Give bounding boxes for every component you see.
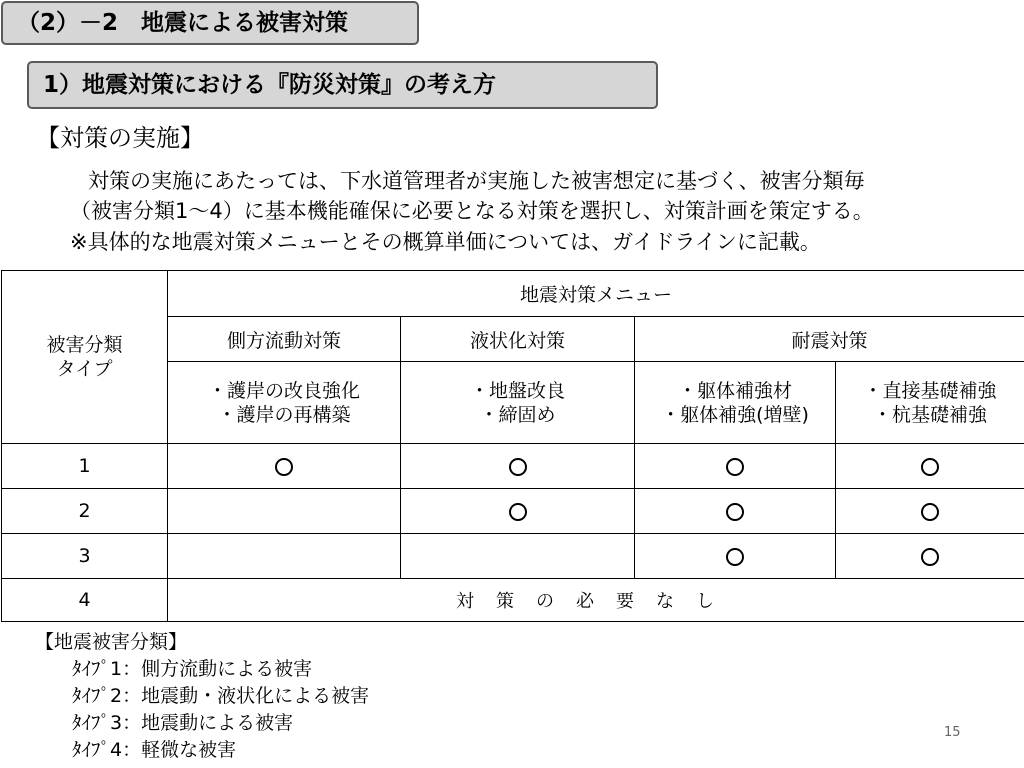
item-liquefaction-2: ・締固め (479, 403, 556, 426)
legend-item-4: ﾀｲﾌﾟ4：軽微な被害 (72, 739, 237, 761)
row-type: 2 (2, 489, 168, 534)
menu-header-cell (168, 271, 1024, 317)
type-header-cell (2, 271, 168, 444)
slide-subtitle (27, 61, 658, 109)
item-seismic-foundation-2: ・杭基礎補強 (873, 403, 988, 426)
circle-mark-icon (726, 548, 744, 566)
mark-cell (635, 444, 836, 489)
legend-item-2: ﾀｲﾌﾟ2：地震動・液状化による被害 (72, 685, 370, 707)
category-seismic-cell (635, 317, 1024, 362)
menu-header: 地震対策メニュー (520, 284, 673, 306)
mark-cell (836, 534, 1024, 579)
circle-mark-icon (921, 503, 939, 521)
item-lateral-2: ・護岸の再構築 (217, 403, 351, 426)
mark-cell (401, 489, 635, 534)
table-row (2, 579, 1024, 622)
countermeasure-table (1, 270, 1024, 622)
item-liquefaction-1: ・地盤改良 (469, 379, 565, 402)
mark-cell (401, 444, 635, 489)
table-row (2, 489, 1024, 534)
category-lateral-cell (168, 317, 401, 362)
slide-subtitle-text: 1）地震対策における『防災対策』の考え方 (43, 72, 497, 98)
mark-cell (836, 444, 1024, 489)
legend-item-1: ﾀｲﾌﾟ1：側方流動による被害 (72, 658, 313, 680)
item-seismic-body-1: ・躯体補強材 (677, 379, 792, 402)
item-seismic-body-2: ・躯体補強(増壁) (661, 403, 809, 426)
circle-mark-icon (921, 458, 939, 476)
slide-title-text: （2）－2 地震による被害対策 (17, 10, 349, 36)
table-row (2, 444, 1024, 489)
circle-mark-icon (275, 458, 293, 476)
category-liquefaction-cell (401, 317, 635, 362)
row-type: 3 (2, 534, 168, 579)
items-liquefaction (401, 362, 635, 444)
slide-title (1, 1, 419, 45)
mark-cell (168, 534, 401, 579)
category-liquefaction: 液状化対策 (469, 329, 565, 352)
items-seismic-body (635, 362, 836, 444)
table-header-row (2, 271, 1024, 317)
mark-cell (836, 489, 1024, 534)
mark-cell (635, 489, 836, 534)
row-type: 1 (2, 444, 168, 489)
mark-cell (401, 534, 635, 579)
mark-cell (168, 489, 401, 534)
row-type: 4 (2, 579, 168, 622)
mark-cell (635, 534, 836, 579)
table-row (2, 534, 1024, 579)
items-lateral (168, 362, 401, 444)
paragraph-line-1: 対策の実施にあたっては、下水道管理者が実施した被害想定に基づく、被害分類毎 (88, 169, 865, 193)
category-seismic: 耐震対策 (791, 329, 868, 352)
section-heading: 【対策の実施】 (36, 124, 204, 152)
items-seismic-foundation (836, 362, 1024, 444)
circle-mark-icon (509, 503, 527, 521)
mark-cell (168, 444, 401, 489)
no-countermeasure-text: 対策の必要なし (456, 591, 736, 612)
legend-item-3: ﾀｲﾌﾟ3：地震動による被害 (72, 712, 294, 734)
item-seismic-foundation-1: ・直接基礎補強 (863, 379, 997, 402)
circle-mark-icon (726, 503, 744, 521)
circle-mark-icon (509, 458, 527, 476)
type-header: 被害分類 タイプ (46, 334, 123, 380)
item-lateral-1: ・護岸の改良強化 (207, 379, 360, 402)
paragraph-line-2: （被害分類1～4）に基本機能確保に必要となる対策を選択し、対策計画を策定する。 (70, 199, 874, 223)
no-countermeasure-cell (168, 579, 1024, 622)
paragraph-line-3: ※具体的な地震対策メニューとその概算単価については、ガイドラインに記載。 (70, 230, 821, 254)
legend-title: 【地震被害分類】 (35, 631, 188, 653)
circle-mark-icon (921, 548, 939, 566)
page-number: 15 (944, 725, 961, 740)
circle-mark-icon (726, 458, 744, 476)
category-lateral: 側方流動対策 (226, 329, 341, 352)
